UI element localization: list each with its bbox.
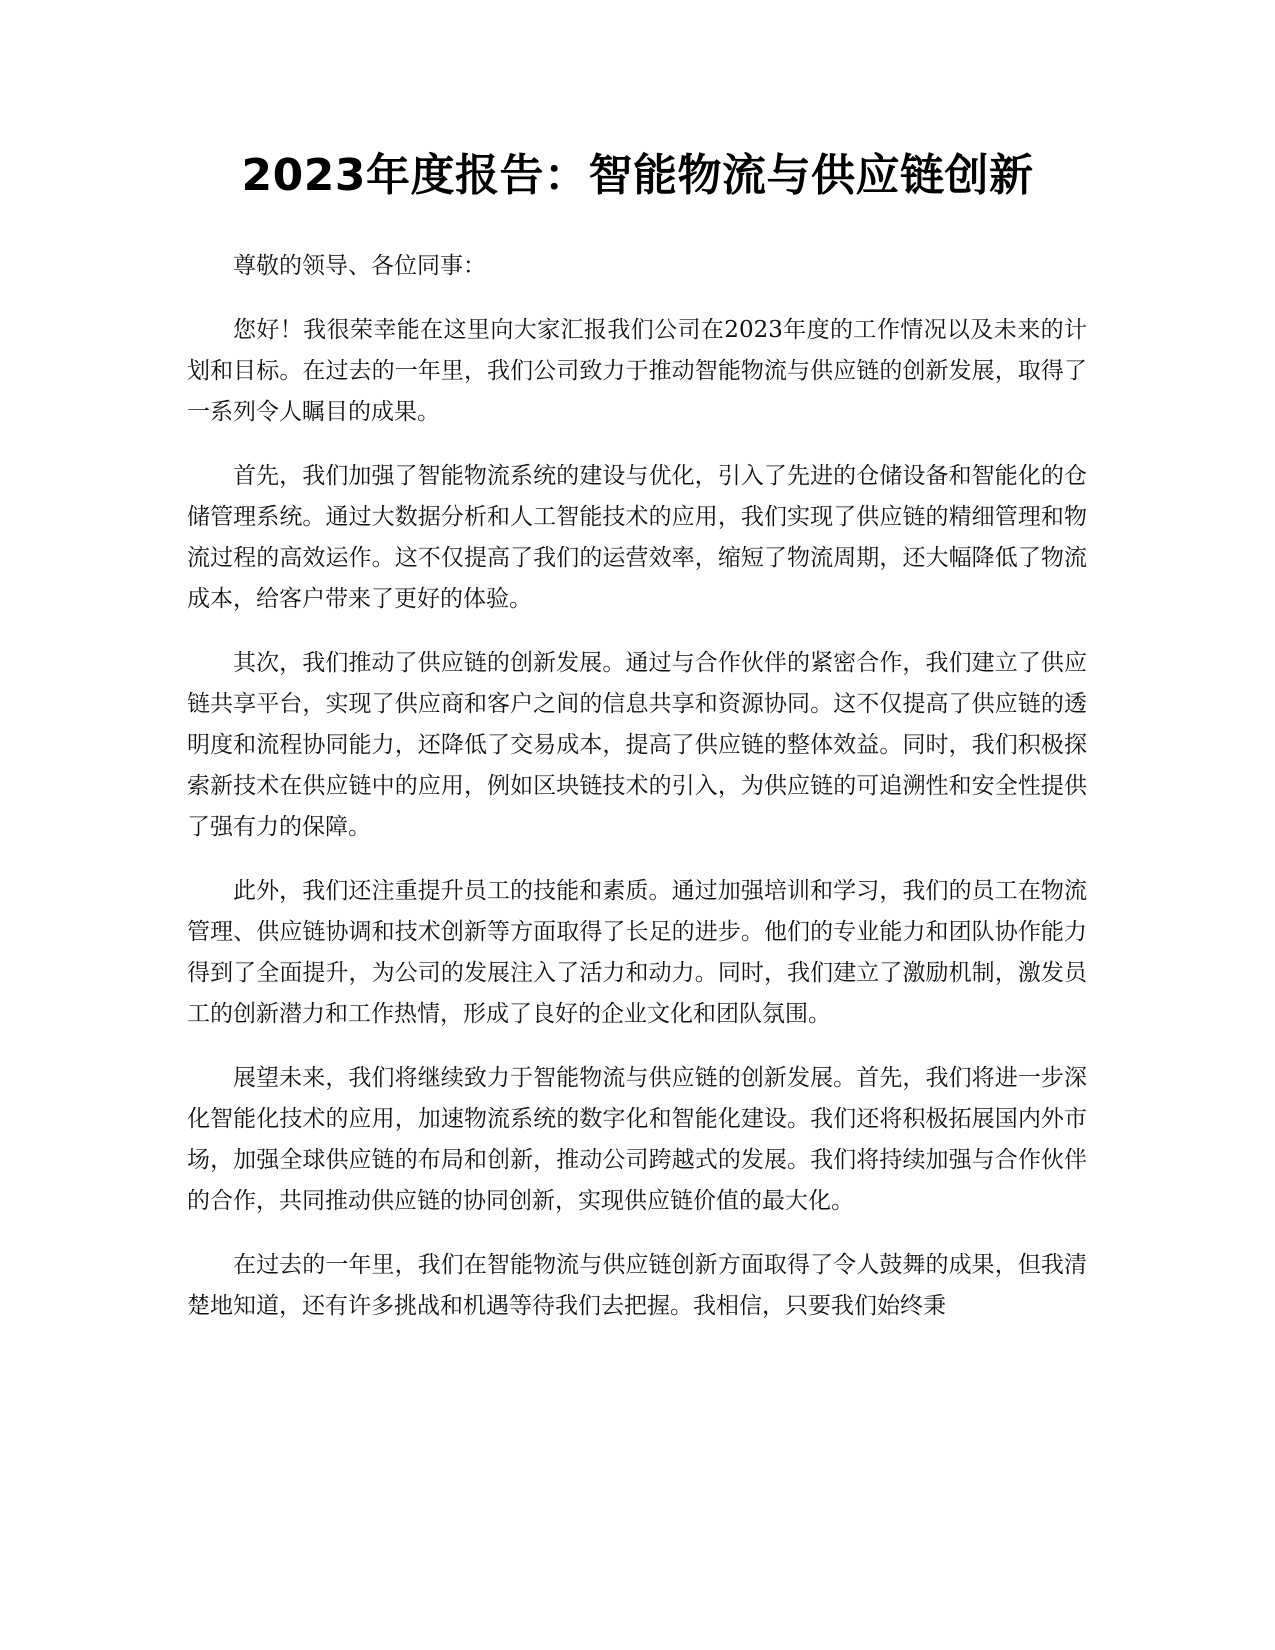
document-title: 2023年度报告：智能物流与供应链创新	[241, 150, 1034, 201]
paragraph-supply-chain: 其次，我们推动了供应链的创新发展。通过与合作伙伴的紧密合作，我们建立了供应链共享平台，实现了供应商和客户之间的信息共享和资源协同。这不仅提高了供应链的透明度和流程协同能力，还降低了交易成本，提高了供应链的整体效益。同时，我们积极探索新技术在供应链中的应用，例如区块链技术的引入，为供应链的可追溯性和安全性提供了强有力的保障。	[187, 650, 1087, 840]
paragraph-staff: 此外，我们还注重提升员工的技能和素质。通过加强培训和学习，我们的员工在物流管理、供应链协调和技术创新等方面取得了长足的进步。他们的专业能力和团队协作能力得到了全面提升，为公司的发展注入了活力和动力。同时，我们建立了激励机制，激发员工的创新潜力和工作热情，形成了良好的企业文化和团队氛围。	[187, 878, 1087, 1027]
paragraph-intro: 您好！我很荣幸能在这里向大家汇报我们公司在2023年度的工作情况以及未来的计划和目标。在过去的一年里，我们公司致力于推动智能物流与供应链的创新发展，取得了一系列令人瞩目的成果。	[187, 317, 1087, 425]
paragraph-closing: 在过去的一年里，我们在智能物流与供应链创新方面取得了令人鼓舞的成果，但我清楚地知道，还有许多挑战和机遇等待我们去把握。我相信，只要我们始终秉	[187, 1252, 1087, 1319]
paragraph-logistics-system: 首先，我们加强了智能物流系统的建设与优化，引入了先进的仓储设备和智能化的仓储管理系统。通过大数据分析和人工智能技术的应用，我们实现了供应链的精细管理和物流过程的高效运作。这不仅提高了我们的运营效率，缩短了物流周期，还大幅降低了物流成本，给客户带来了更好的体验。	[187, 463, 1087, 612]
document-body	[187, 246, 1087, 1350]
paragraph-outlook: 展望未来，我们将继续致力于智能物流与供应链的创新发展。首先，我们将进一步深化智能化技术的应用，加速物流系统的数字化和智能化建设。我们还将积极拓展国内外市场，加强全球供应链的布局和创新，推动公司跨越式的发展。我们将持续加强与合作伙伴的合作，共同推动供应链的协同创新，实现供应链价值的最大化。	[187, 1065, 1087, 1214]
paragraph-salutation: 尊敬的领导、各位同事：	[233, 253, 486, 279]
